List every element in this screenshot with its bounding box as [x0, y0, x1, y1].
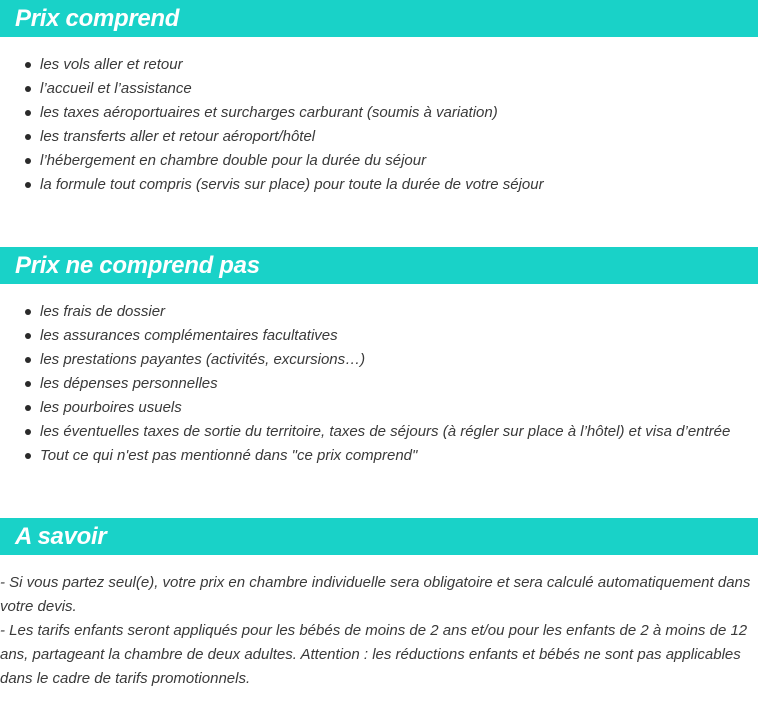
- excluded-header: [0, 247, 758, 284]
- bullet-icon: [25, 333, 31, 339]
- bullet-icon: [25, 429, 31, 435]
- list-item: les assurances complémentaires facultatives: [0, 324, 758, 348]
- bullet-icon: [25, 110, 31, 116]
- list-item: les pourboires usuels: [0, 396, 758, 420]
- included-list: [0, 53, 758, 197]
- included-header: [0, 0, 758, 37]
- list-item: Tout ce qui n'est pas mentionné dans "ce prix comprend": [0, 444, 758, 468]
- included-title: Prix comprend: [15, 4, 180, 32]
- bullet-icon: [25, 62, 31, 68]
- bullet-icon: [25, 381, 31, 387]
- bullet-icon: [25, 357, 31, 363]
- list-item: l’accueil et l’assistance: [0, 77, 758, 101]
- info-paragraph-children: - Les tarifs enfants seront appliqués pour les bébés de moins de 2 ans et/ou pour les enfants de 2 à moins de 12 ans, partageant la chambre de deux adultes. Attention : les réductions enfants et bébés ne sont pas applicables dans le cadre de tarifs promotionnels.: [0, 622, 748, 687]
- list-item: l’hébergement en chambre double pour la durée du séjour: [0, 149, 758, 173]
- bullet-icon: [25, 134, 31, 140]
- list-item: les vols aller et retour: [0, 53, 758, 77]
- info-paragraph-solo: - Si vous partez seul(e), votre prix en chambre individuelle sera obligatoire et sera calculé automatiquement dans votre devis.: [0, 574, 751, 615]
- info-body: [0, 571, 758, 691]
- info-section: [0, 518, 758, 691]
- bullet-icon: [25, 182, 31, 188]
- included-section: [0, 0, 758, 197]
- list-item: la formule tout compris (servis sur place) pour toute la durée de votre séjour: [0, 173, 758, 197]
- excluded-list: [0, 300, 758, 468]
- list-item: les éventuelles taxes de sortie du territoire, taxes de séjours (à régler sur place à l’hôtel) et visa d’entrée: [0, 420, 758, 444]
- list-item: les dépenses personnelles: [0, 372, 758, 396]
- list-item: les prestations payantes (activités, excursions…): [0, 348, 758, 372]
- list-item: les transferts aller et retour aéroport/hôtel: [0, 125, 758, 149]
- excluded-title: Prix ne comprend pas: [15, 251, 260, 279]
- list-item: les taxes aéroportuaires et surcharges carburant (soumis à variation): [0, 101, 758, 125]
- bullet-icon: [25, 309, 31, 315]
- list-item: les frais de dossier: [0, 300, 758, 324]
- info-title: A savoir: [15, 522, 107, 550]
- bullet-icon: [25, 453, 31, 459]
- bullet-icon: [25, 405, 31, 411]
- excluded-section: [0, 247, 758, 468]
- bullet-icon: [25, 158, 31, 164]
- bullet-icon: [25, 86, 31, 92]
- info-header: [0, 518, 758, 555]
